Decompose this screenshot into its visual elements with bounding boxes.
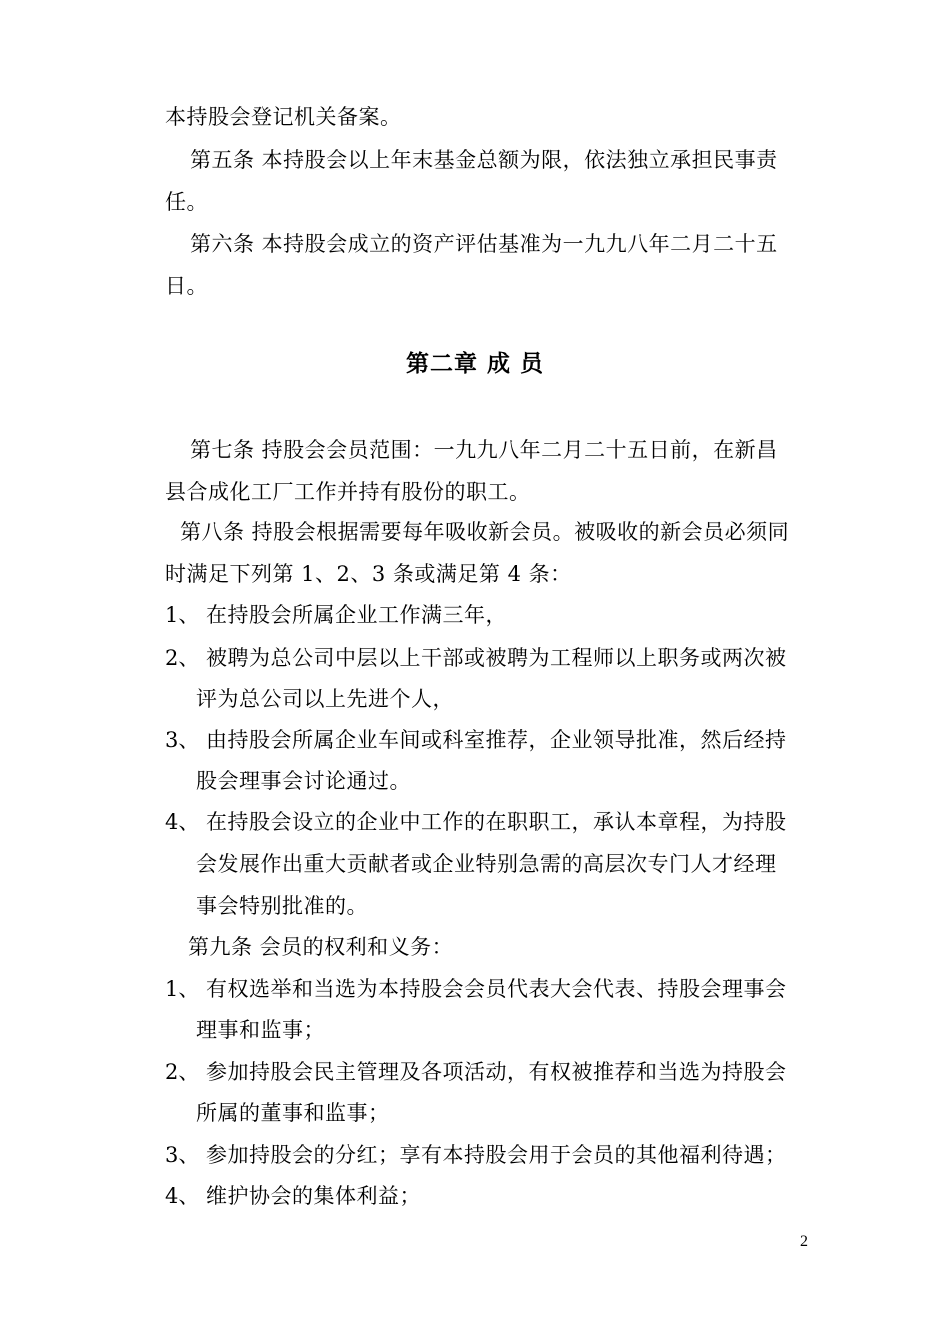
list-a-item-4-line-2: 会发展作出重大贡献者或企业特别急需的高层次专门人才经理: [196, 852, 777, 876]
article-7-line-1: 第七条 持股会会员范围：一九九八年二月二十五日前，在新昌: [190, 438, 778, 462]
list-b-item-1-line-1: 有权选举和当选为本持股会会员代表大会代表、持股会理事会: [206, 977, 787, 1001]
list-b-item-4-number: 4、: [165, 1184, 200, 1208]
list-a-item-3-line-2: 股会理事会讨论通过。: [196, 769, 411, 793]
list-a-item-2-number: 2、: [165, 646, 200, 670]
article-6-line-2: 日。: [165, 274, 208, 298]
article-6-line-1: 第六条 本持股会成立的资产评估基准为一九九八年二月二十五: [190, 232, 778, 256]
article-5-line-2: 任。: [165, 190, 208, 214]
list-a-item-2-line-2: 评为总公司以上先进个人，: [196, 687, 454, 711]
list-a-item-4-line-3: 事会特别批准的。: [196, 894, 368, 918]
paragraph-line: 本持股会登记机关备案。: [165, 105, 402, 129]
list-b-item-3-line-1: 参加持股会的分红；享有本持股会用于会员的其他福利待遇；: [206, 1143, 787, 1167]
list-a-item-1-line-1: 在持股会所属企业工作满三年，: [206, 603, 507, 627]
article-8-line-2: 时满足下列第 1、2、3 条或满足第 4 条：: [165, 562, 572, 586]
list-a-item-4-line-1: 在持股会设立的企业中工作的在职职工，承认本章程，为持股: [206, 810, 787, 834]
list-b-item-2-number: 2、: [165, 1060, 200, 1084]
list-a-item-4-number: 4、: [165, 810, 200, 834]
list-b-item-4-line-1: 维护协会的集体利益；: [206, 1184, 421, 1208]
list-b-item-2-line-2: 所属的董事和监事；: [196, 1101, 390, 1125]
list-b-item-1-number: 1、: [165, 977, 200, 1001]
list-b-item-1-line-2: 理事和监事；: [196, 1018, 325, 1042]
article-7-line-2: 县合成化工厂工作并持有股份的职工。: [165, 480, 531, 504]
article-8-line-1: 第八条 持股会根据需要每年吸收新会员。被吸收的新会员必须同: [180, 520, 790, 544]
page-number: 2: [800, 1233, 808, 1250]
list-a-item-2-line-1: 被聘为总公司中层以上干部或被聘为工程师以上职务或两次被: [206, 646, 787, 670]
article-9-line-1: 第九条 会员的权利和义务：: [188, 935, 454, 959]
list-a-item-1-number: 1、: [165, 603, 200, 627]
list-a-item-3-line-1: 由持股会所属企业车间或科室推荐，企业领导批准，然后经持: [206, 728, 787, 752]
chapter-title: 第二章 成 员: [405, 350, 544, 377]
list-a-item-3-number: 3、: [165, 728, 200, 752]
list-b-item-2-line-1: 参加持股会民主管理及各项活动，有权被推荐和当选为持股会: [206, 1060, 787, 1084]
list-b-item-3-number: 3、: [165, 1143, 200, 1167]
article-5-line-1: 第五条 本持股会以上年末基金总额为限，依法独立承担民事责: [190, 148, 778, 172]
